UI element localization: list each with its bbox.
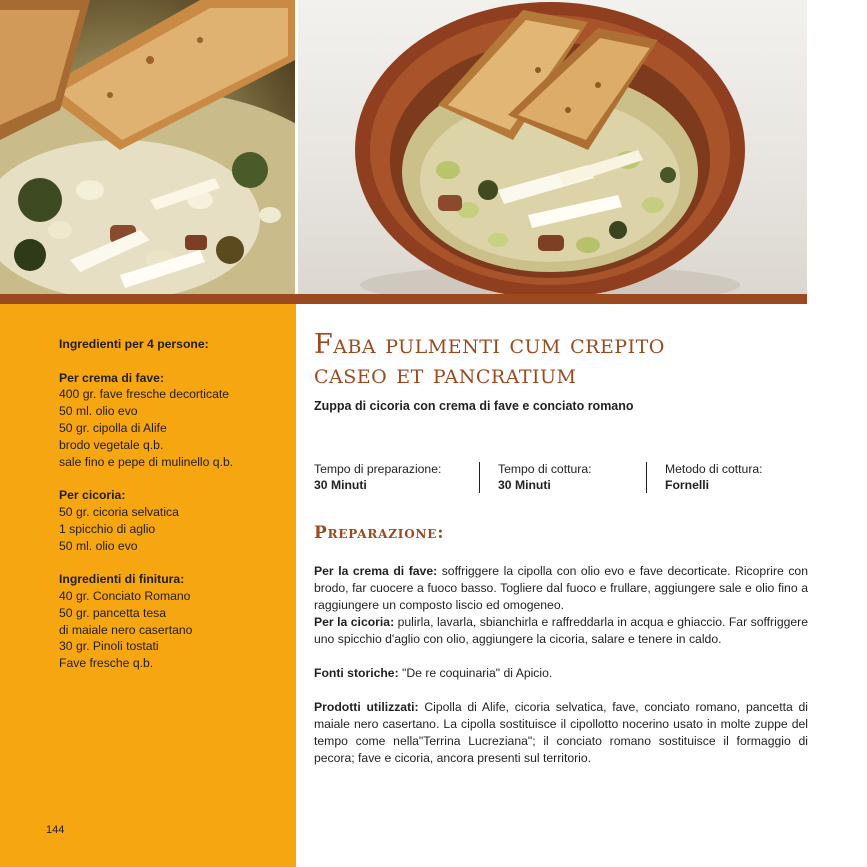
ingredients-panel bbox=[0, 304, 296, 867]
products-used-text: Cipolla di Alife, cicoria selvatica, fave, conciato romano, pancetta di maiale nero casertano. La cipolla sostituisce il cipollotto nocerino usato in molte zuppe del tempo come nella"Terrina Lucreziana"; il conciato romano sostituisce il formaggio di pecora; fave e cicoria, ancora presenti sul territorio. bbox=[314, 700, 808, 765]
ingredient-item: 30 gr. Pinoli tostati bbox=[59, 639, 159, 654]
step-cicoria bbox=[314, 614, 808, 648]
products-used-lead: Prodotti utilizzati: bbox=[314, 700, 419, 714]
ingredients-list bbox=[59, 336, 289, 689]
ingredient-group-title: Per cicoria: bbox=[59, 488, 126, 503]
soup-closeup-photo bbox=[0, 0, 295, 294]
ingredient-group-title: Ingredienti di finitura: bbox=[59, 572, 185, 587]
products-used bbox=[314, 699, 808, 767]
step-crema-lead: Per la crema di fave: bbox=[314, 564, 438, 578]
preparation-heading: Preparazione: bbox=[314, 523, 445, 543]
recipe-title-line-1: Faba pulmenti cum crepito bbox=[314, 329, 665, 360]
step-cicoria-text: pulirla, lavarla, sbianchirla e raffreddarla in acqua e ghiaccio. Far soffriggere uno spicchio d'aglio con olio, aggiungere la cicoria, salare e tenere in caldo. bbox=[314, 615, 808, 646]
ingredient-item: 50 gr. cicoria selvatica bbox=[59, 504, 179, 519]
photo-strip bbox=[0, 0, 807, 294]
ingredient-item: 40 gr. Conciato Romano bbox=[59, 588, 191, 603]
recipe-title-line-2: caseo et pancratium bbox=[314, 359, 577, 390]
meta-cook-method bbox=[646, 462, 777, 493]
preparation-text bbox=[314, 563, 808, 767]
meta-value: Fornelli bbox=[665, 477, 710, 492]
page-number: 144 bbox=[46, 824, 65, 836]
recipe-subtitle: Zuppa di cicoria con crema di fave e conciato romano bbox=[314, 399, 634, 413]
step-cicoria-lead: Per la cicoria: bbox=[314, 615, 395, 629]
ingredient-item: 50 gr. pancetta tesa bbox=[59, 605, 167, 620]
soup-bowl-photo bbox=[298, 0, 807, 294]
meta-label: Tempo di preparazione: bbox=[314, 462, 442, 476]
ingredient-group-title: Per crema di fave: bbox=[59, 370, 165, 385]
ingredient-item: 50 ml. olio evo bbox=[59, 404, 138, 419]
ingredient-item: 400 gr. fave fresche decorticate bbox=[59, 387, 230, 402]
ingredients-title: Ingredienti per 4 persone: bbox=[59, 337, 209, 351]
divider-bar bbox=[0, 294, 807, 304]
recipe-meta bbox=[314, 462, 808, 493]
meta-value: 30 Minuti bbox=[498, 477, 551, 492]
step-crema-text: soffriggere la cipolla con olio evo e fave decorticate. Ricoprire con brodo, far cuocere a fuoco basso. Togliere dal fuoco e frullare, aggiungere sale e olio fino a raggiungere un composto liscio ed omogeneo. bbox=[314, 564, 808, 612]
meta-label: Tempo di cottura: bbox=[498, 462, 592, 476]
recipe-title bbox=[314, 330, 808, 390]
historical-sources-lead: Fonti storiche: bbox=[314, 666, 399, 680]
recipe-content bbox=[314, 330, 808, 767]
historical-sources bbox=[314, 665, 808, 682]
historical-sources-text: "De re coquinaria" di Apicio. bbox=[398, 666, 553, 680]
ingredient-item: brodo vegetale q.b. bbox=[59, 437, 164, 452]
ingredient-item: di maiale nero casertano bbox=[59, 622, 193, 637]
meta-cook-time bbox=[479, 462, 646, 493]
ingredient-item: 50 gr. cipolla di Alife bbox=[59, 420, 167, 435]
ingredient-group-crema bbox=[59, 370, 289, 471]
ingredient-group-finitura bbox=[59, 571, 289, 672]
ingredient-item: 50 ml. olio evo bbox=[59, 538, 138, 553]
ingredient-item: 1 spicchio di aglio bbox=[59, 521, 156, 536]
meta-value: 30 Minuti bbox=[314, 477, 367, 492]
ingredient-item: Fave fresche q.b. bbox=[59, 656, 154, 671]
meta-prep-time bbox=[314, 462, 479, 493]
ingredient-item: sale fino e pepe di mulinello q.b. bbox=[59, 454, 234, 469]
step-crema bbox=[314, 563, 808, 614]
meta-label: Metodo di cottura: bbox=[665, 462, 763, 476]
ingredient-group-cicoria bbox=[59, 487, 289, 554]
